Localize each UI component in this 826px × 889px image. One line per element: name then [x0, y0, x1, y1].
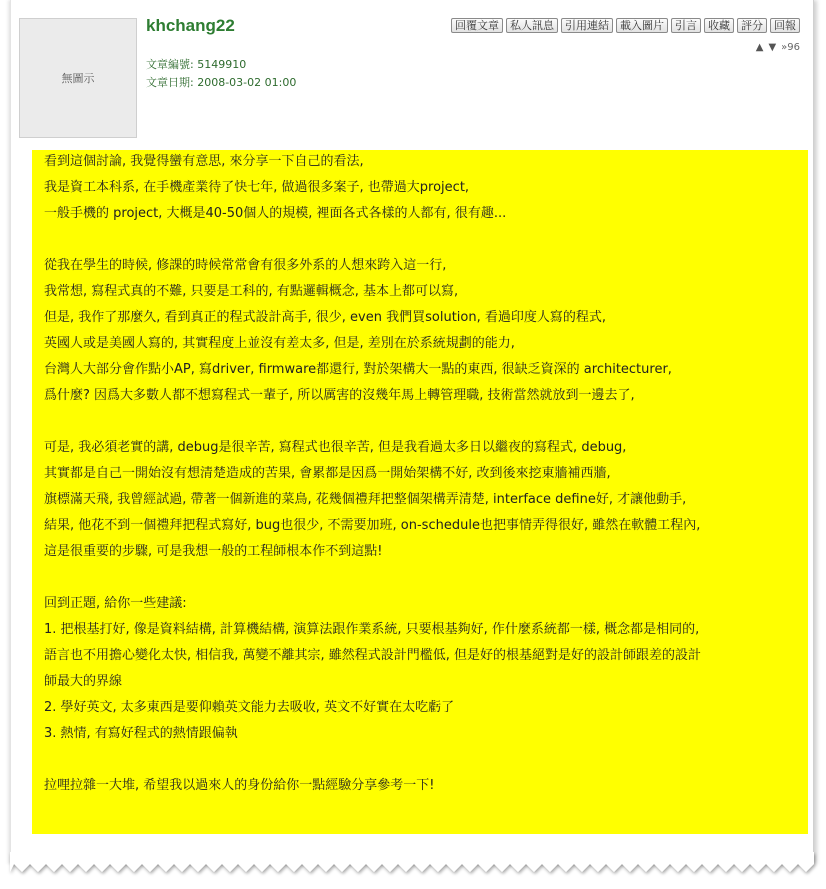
post-body-line: 從我在學生的時候, 修課的時候常常會有很多外系的人想來跨入這一行,	[44, 258, 447, 273]
post-toolbar	[451, 18, 800, 33]
post-id-label: 文章編號:	[146, 58, 194, 71]
rate-button[interactable]: 評分	[737, 18, 767, 33]
post-body-line: 2. 學好英文, 太多東西是要仰賴英文能力去吸收, 英文不好實在太吃虧了	[44, 700, 455, 715]
post-body-line: 3. 熱情, 有寫好程式的熱情跟偏執	[44, 726, 238, 741]
vote-score: »96	[781, 42, 800, 53]
post-body-line: 1. 把根基打好, 像是資料結構, 計算機結構, 演算法跟作業系統, 只要根基夠好, 作什麼系統都一樣, 概念都是相同的,	[44, 622, 700, 637]
post-date-value: 2008-03-02 01:00	[197, 76, 297, 89]
post-body-line: 回到正題, 給你一些建議:	[44, 596, 187, 611]
post-body-line: 語言也不用擔心變化太快, 相信我, 萬變不離其宗, 雖然程式設計門檻低, 但是好的根基絕對是好的設計師跟差的設計	[44, 648, 702, 663]
favorite-button[interactable]: 收藏	[704, 18, 734, 33]
avatar-placeholder-text: 無圖示	[61, 72, 95, 85]
post-body-line: 英國人或是美國人寫的, 其實程度上並沒有差太多, 但是, 差別在於系統規劃的能力,	[44, 336, 515, 351]
post-body-line: 可是, 我必須老實的講, debug是很辛苦, 寫程式也很辛苦, 但是我看過太多日以繼夜的寫程式, debug,	[44, 440, 627, 455]
post-body-line: 我常想, 寫程式真的不難, 只要是工科的, 有點邏輯概念, 基本上都可以寫,	[44, 284, 459, 299]
cite-link-button[interactable]: 引用連結	[561, 18, 613, 33]
post-body-line: 其實都是自己一開始沒有想清楚造成的苦果, 會累都是因爲一開始架構不好, 改到後來挖東牆補西牆,	[44, 466, 611, 481]
post-body-line: 結果, 他花不到一個禮拜把程式寫好, bug也很少, 不需要加班, on-schedule也把事情弄得很好, 雖然在軟體工程內,	[44, 518, 701, 533]
post-id-row	[146, 56, 246, 72]
post-body-line: 拉哩拉雜一大堆, 希望我以過來人的身份給你一點經驗分享參考一下!	[44, 778, 435, 793]
paragraph-spacer	[44, 410, 808, 436]
post-body-line: 但是, 我作了那麼久, 看到真正的程式設計高手, 很少, even 我們買solution, 看過印度人寫的程式,	[44, 310, 606, 325]
post-body-line: 台灣人大部分會作點小AP, 寫driver, firmware都還行, 對於架構大一點的東西, 很缺乏資深的 architecturer,	[44, 362, 672, 377]
quote-button[interactable]: 引言	[671, 18, 701, 33]
post-body-line: 我是資工本科系, 在手機產業待了快七年, 做過很多案子, 也帶過大project,	[44, 180, 470, 195]
post-date-row	[146, 74, 296, 90]
username-link[interactable]: khchang22	[146, 16, 235, 35]
vote-controls	[756, 42, 800, 53]
torn-paper-edge	[6, 852, 818, 882]
post-body-line: 師最大的界線	[44, 674, 123, 689]
post-date-label: 文章日期:	[146, 76, 194, 89]
post-body-line: 這是很重要的步驟, 可是我想一般的工程師根本作不到這點!	[44, 544, 383, 559]
vote-down-icon[interactable]: ▼	[768, 42, 777, 53]
reply-quote-button[interactable]: 回覆文章	[451, 18, 503, 33]
paragraph-spacer	[44, 228, 808, 254]
post-body	[32, 150, 808, 834]
post-id-value: 5149910	[197, 58, 247, 71]
private-message-button[interactable]: 私人訊息	[506, 18, 558, 33]
paragraph-spacer	[44, 748, 808, 774]
load-images-button[interactable]: 載入圖片	[616, 18, 668, 33]
post-body-line: 爲什麼? 因爲大多數人都不想寫程式一輩子, 所以厲害的沒幾年馬上轉管理職, 技術當然就放到一邊去了,	[44, 388, 635, 403]
avatar[interactable]	[19, 18, 137, 138]
paragraph-spacer	[44, 566, 808, 592]
report-button[interactable]: 回報	[770, 18, 800, 33]
post-body-line: 一般手機的 project, 大概是40-50個人的規模, 裡面各式各樣的人都有, 很有趣...	[44, 206, 507, 221]
post-body-line: 看到這個討論, 我覺得蠻有意思, 來分享一下自己的看法,	[44, 154, 364, 169]
vote-up-icon[interactable]: ▲	[755, 42, 764, 53]
post-body-line: 旗標滿天飛, 我曾經試過, 帶著一個新進的菜鳥, 花幾個禮拜把整個架構弄清楚, interface define好, 才讓他動手,	[44, 492, 687, 507]
